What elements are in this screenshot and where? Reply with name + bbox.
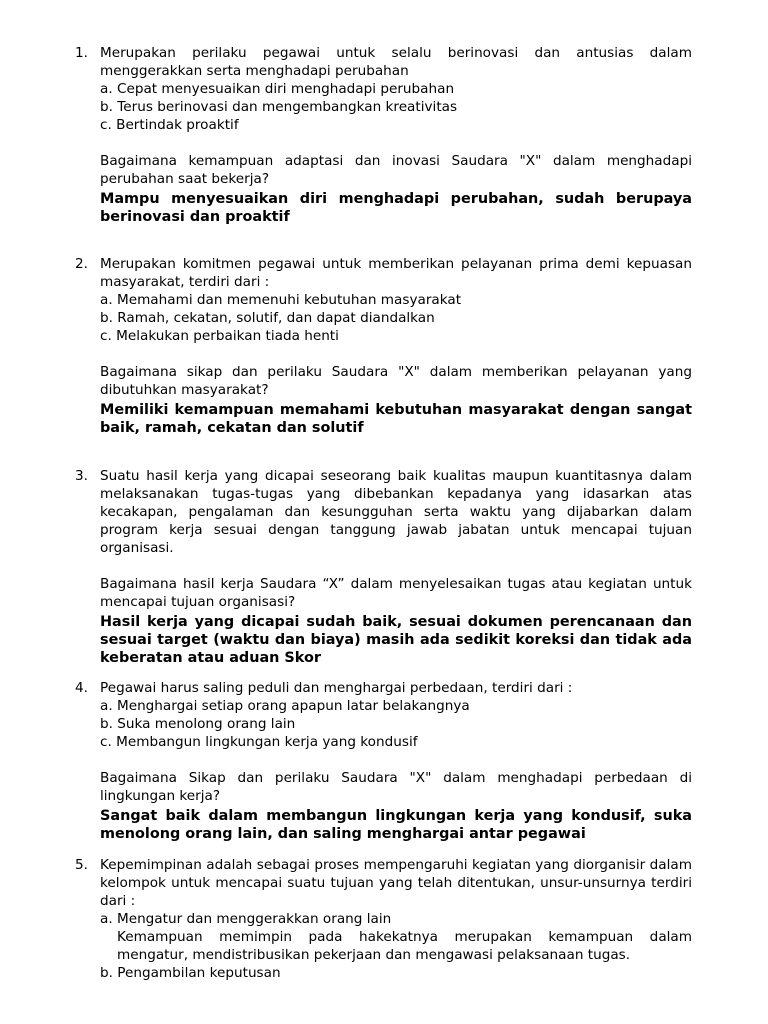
item-body xyxy=(100,44,692,226)
item-answer: Memiliki kemampuan memahami kebutuhan masyarakat dengan sangat baik, ramah, cekatan dan solutif xyxy=(100,402,692,436)
item-body xyxy=(100,467,692,667)
item-answer: Sangat baik dalam membangun lingkungan kerja yang kondusif, suka menolong orang lain, dan saling menghargai antar pegawai xyxy=(100,808,692,842)
option-c: c. Bertindak proaktif xyxy=(100,117,239,133)
option-c: c. Membangun lingkungan kerja yang kondusif xyxy=(100,734,418,750)
item-body xyxy=(100,679,692,843)
option-b: b. Suka menolong orang lain xyxy=(100,716,296,732)
option-b: b. Ramah, cekatan, solutif, dan dapat diandalkan xyxy=(100,310,435,326)
item-number: 3. xyxy=(75,468,88,484)
item-number: 1. xyxy=(75,45,88,61)
item-intro: Suatu hasil kerja yang dicapai seseorang baik kualitas maupun kuantitasnya dalam melaksanakan tugas-tugas yang dibebankan kepadanya yang idasarkan atas kecakapan, pengalaman dan kesungguhan serta waktu yang dijabarkan dalam program kerja sesuai dengan tanggung jawab jabatan untuk mencapai tujuan organisasi. xyxy=(100,468,692,556)
option-a: a. Cepat menyesuaikan diri menghadapi perubahan xyxy=(100,81,455,97)
option-a: a. Menghargai setiap orang apapun latar belakangnya xyxy=(100,698,470,714)
option-c: c. Melakukan perbaikan tiada henti xyxy=(100,328,339,344)
option-a: a. Mengatur dan menggerakkan orang lain xyxy=(100,911,392,927)
option-a: a. Memahami dan memenuhi kebutuhan masyarakat xyxy=(100,292,462,308)
option-a-detail: Kemampuan memimpin pada hakekatnya merupakan kemampuan dalam mengatur, mendistribusikan pekerjaan dan mengawasi pelaksanaan tugas. xyxy=(117,929,692,963)
item-intro: Merupakan komitmen pegawai untuk memberikan pelayanan prima demi kepuasan masyarakat, terdiri dari : xyxy=(100,256,692,290)
item-number: 4. xyxy=(75,680,88,696)
item-question: Bagaimana sikap dan perilaku Saudara "X" dalam memberikan pelayanan yang dibutuhkan masyarakat? xyxy=(100,364,692,398)
item-question: Bagaimana hasil kerja Saudara “X” dalam menyelesaikan tugas atau kegiatan untuk mencapai tujuan organisasi? xyxy=(100,576,692,610)
item-question: Bagaimana Sikap dan perilaku Saudara "X" dalam menghadapi perbedaan di lingkungan kerja? xyxy=(100,770,692,804)
item-intro: Kepemimpinan adalah sebagai proses mempengaruhi kegiatan yang diorganisir dalam kelompok untuk mencapai suatu tujuan yang telah ditentukan, unsur-unsurnya terdiri dari : xyxy=(100,857,692,909)
item-question: Bagaimana kemampuan adaptasi dan inovasi Saudara "X" dalam menghadapi perubahan saat bekerja? xyxy=(100,153,692,187)
item-body xyxy=(100,255,692,437)
option-b: b. Terus berinovasi dan mengembangkan kreativitas xyxy=(100,99,458,115)
item-answer: Hasil kerja yang dicapai sudah baik, sesuai dokumen perencanaan dan sesuai target (waktu dan biaya) masih ada sedikit koreksi dan tidak ada keberatan atau aduan Skor xyxy=(100,614,692,666)
item-body xyxy=(100,856,692,982)
item-number: 2. xyxy=(75,256,88,272)
item-answer: Mampu menyesuaikan diri menghadapi perubahan, sudah berupaya berinovasi dan proaktif xyxy=(100,191,692,225)
item-intro: Pegawai harus saling peduli dan menghargai perbedaan, terdiri dari : xyxy=(100,680,573,696)
option-b: b. Pengambilan keputusan xyxy=(100,965,281,981)
item-number: 5. xyxy=(75,857,88,873)
item-intro: Merupakan perilaku pegawai untuk selalu berinovasi dan antusias dalam menggerakkan serta menghadapi perubahan xyxy=(100,45,692,79)
